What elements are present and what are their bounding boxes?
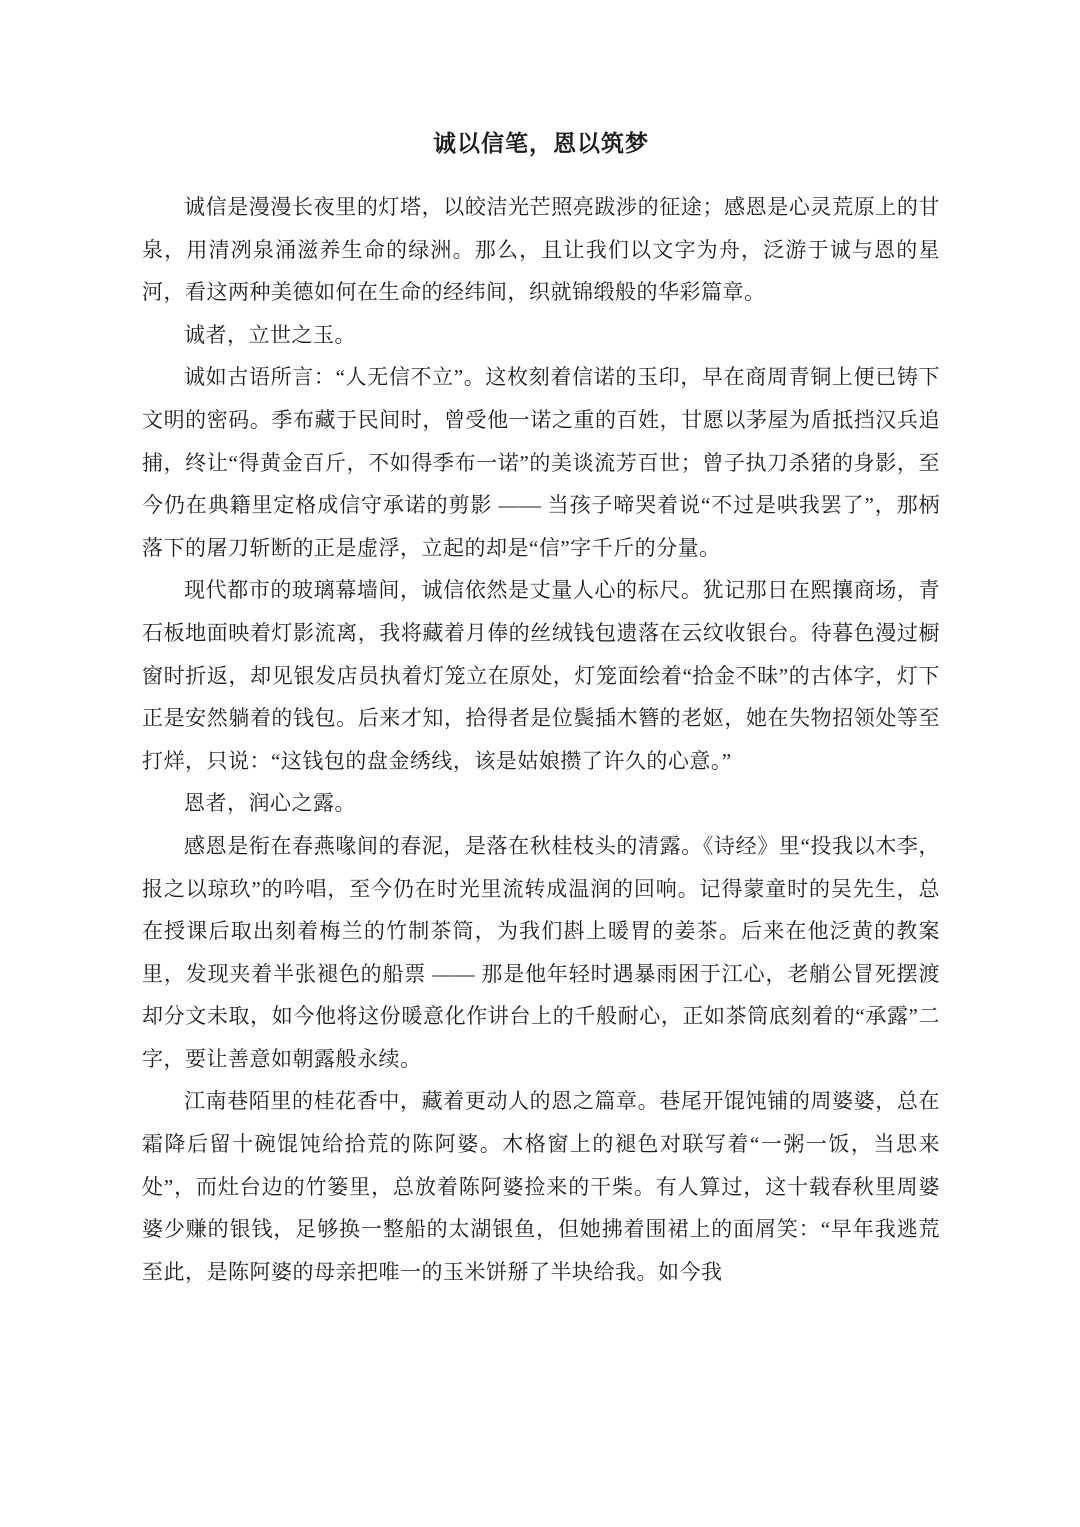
essay-paragraph: 感恩是衔在春燕喙间的春泥，是落在秋桂枝头的清露。《诗经》里“投我以木李，报之以琼玖”的吟唱，至今仍在时光里流转成温润的回响。记得蒙童时的吴先生，总在授课后取出刻着梅兰的竹制茶筒，为我们斟上暖胃的姜茶。后来在他泛黄的教案里，发现夹着半张褪色的船票 —— 那是他年轻时遇暴雨困于江心，老艄公冒死摆渡却分文未取，如今他将这份暖意化作讲台上的千般耐心，正如茶筒底刻着的“承露”二字，要让善意如朝露般永续。	[142, 833, 940, 1071]
essay-paragraph: 诚信是漫漫长夜里的灯塔，以皎洁光芒照亮跋涉的征途；感恩是心灵荒原上的甘泉，用清冽泉涌滋养生命的绿洲。那么，且让我们以文字为舟，泛游于诚与恩的星河，看这两种美德如何在生命的经纬间，织就锦缎般的华彩篇章。	[142, 195, 940, 305]
essay-paragraph: 恩者，润心之露。	[184, 791, 356, 816]
essay-paragraph: 诚如古语所言：“人无信不立”。这枚刻着信诺的玉印，早在商周青铜上便已铸下文明的密码。季布藏于民间时，曾受他一诺之重的百姓，甘愿以茅屋为盾抵挡汉兵追捕，终让“得黄金百斤，不如得季布一诺”的美谈流芳百世；曾子执刀杀猪的身影，至今仍在典籍里定格成信守承诺的剪影 —— 当孩子啼哭着说“不过是哄我罢了”，那柄落下的屠刀斩断的正是虚浮，立起的却是“信”字千斤的分量。	[142, 365, 940, 560]
essay-body	[142, 186, 940, 1293]
essay-title: 诚以信笔，恩以筑梦	[433, 131, 649, 156]
essay-paragraph: 江南巷陌里的桂花香中，藏着更动人的恩之篇章。巷尾开馄饨铺的周婆婆，总在霜降后留十碗馄饨给拾荒的陈阿婆。木格窗上的褪色对联写着“一粥一饭，当思来处”，而灶台边的竹篓里，总放着陈阿婆捡来的干柴。有人算过，这十载春秋里周婆婆少赚的银钱，足够换一整船的太湖银鱼，但她拂着围裙上的面屑笑：“早年我逃荒至此，是陈阿婆的母亲把唯一的玉米饼掰了半块给我。如今我	[142, 1089, 940, 1284]
essay-paragraph: 诚者，立世之玉。	[184, 322, 356, 347]
essay-paragraph: 现代都市的玻璃幕墙间，诚信依然是丈量人心的标尺。犹记那日在熙攘商场，青石板地面映着灯影流离，我将藏着月俸的丝绒钱包遗落在云纹收银台。待暮色漫过橱窗时折返，却见银发店员执着灯笼立在原处，灯笼面绘着“拾金不昧”的古体字，灯下正是安然躺着的钱包。后来才知，拾得者是位鬓插木簪的老妪，她在失物招领处等至打烊，只说：“这钱包的盘金绣线，该是姑娘攒了许久的心意。”	[142, 578, 940, 773]
